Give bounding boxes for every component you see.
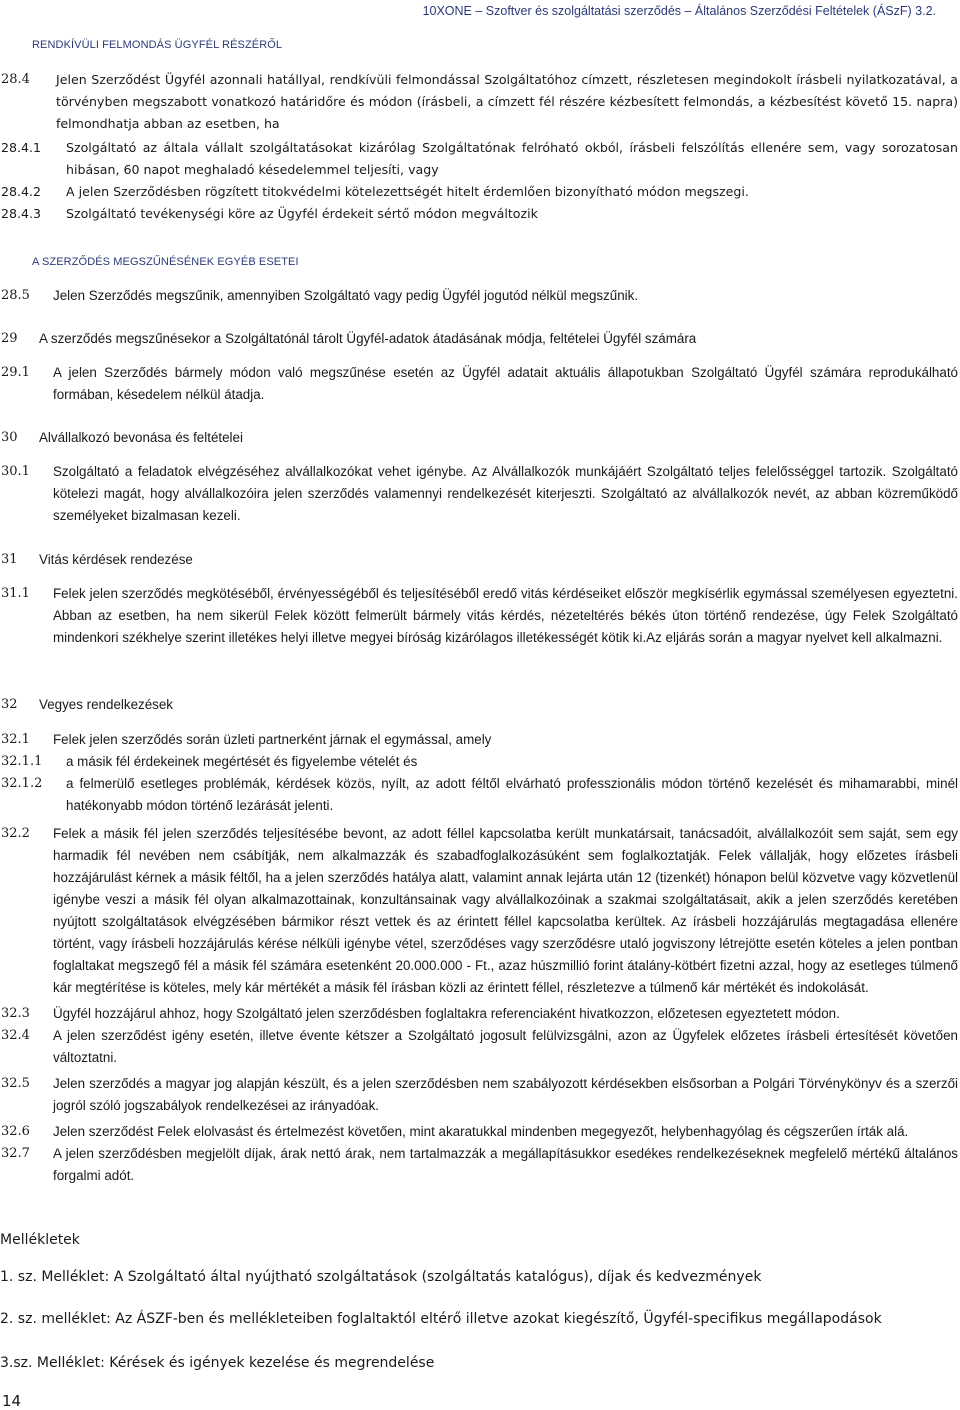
section-rendkivuli-felmondas xyxy=(0,69,958,225)
clause-number: 28.4.3 xyxy=(1,206,42,221)
clause-number: 29 xyxy=(1,331,18,346)
clause-text: Jelen Szerződést Ügyfél azonnali hatállyal, rendkívüli felmondással Szolgáltatóhoz címzett, részletesen megindokolt írásbeli nyilatkozatával, a törvényben megszabott vonatkozó határidőre és módon (írásbeli, a címzett fél részére kézbesített felmondás, a kézbesítést követő 15. napra) felmondhatja abban az esetben, ha xyxy=(56,72,958,131)
clause-32-1-2 xyxy=(0,773,958,817)
clause-text: A jelen szerződést igény esetén, illetve évente kétszer a Szolgáltató jogosult felülvizsgálni, azon az Ügyfelek előzetes írásbeli értesítését követően változtatni. xyxy=(53,1028,958,1065)
clause-32 xyxy=(0,694,958,716)
clause-text: A jelen Szerződés bármely módon való megszűnése esetén az Ügyfél adatait aktuális állapotukban Szolgáltató Ügyfél számára reprodukálható formában, késedelem nélkül átadja. xyxy=(53,365,958,402)
clause-28-4-3 xyxy=(0,203,958,225)
clause-text: Ügyfél hozzájárul ahhoz, hogy Szolgáltató jelen szerződésben foglaltakra referenciaként hivatkozzon, előzetesen egyeztetett módon. xyxy=(53,1006,840,1021)
attachments-heading: Mellékletek xyxy=(0,1232,80,1248)
clause-32-1 xyxy=(0,729,958,751)
clause-28-4-1 xyxy=(0,137,958,181)
clause-number: 30.1 xyxy=(1,464,30,479)
clause-32-block xyxy=(0,694,958,716)
page-number: 14 xyxy=(2,1392,22,1410)
clause-32-4 xyxy=(0,1025,958,1069)
clause-number: 28.5 xyxy=(1,288,30,303)
clause-29-1 xyxy=(0,362,958,406)
clause-text: Vegyes rendelkezések xyxy=(39,697,173,712)
clause-30 xyxy=(0,427,958,449)
clause-32-6 xyxy=(0,1121,958,1143)
clause-32-1-1 xyxy=(0,751,958,773)
clause-text: Szolgáltató a feladatok elvégzéséhez alvállalkozókat vehet igénybe. Az Alvállalkozók munkájáért Szolgáltató teljes felelősséggel tartozik. Szolgáltató kötelezi magát, hogy alvállalkozóira jelen szerződés valamennyi rendelkezését kiterjeszti. Szolgáltató az alvállalkozók nevét, az abban közreműködő személyeket bizalmasan kezeli. xyxy=(53,464,958,523)
clause-number: 32.6 xyxy=(1,1124,30,1139)
clause-number: 32.1 xyxy=(1,732,30,747)
clause-32-2 xyxy=(0,823,958,999)
clause-31-block xyxy=(0,549,958,571)
clause-text: A jelen szerződésben megjelölt díjak, árak nettó árak, nem tartalmazzák a megállapításukkor esedékes rendelkezéseknek megfelelő mértékű általános forgalmi adót. xyxy=(53,1146,958,1183)
clause-31-1 xyxy=(0,583,958,649)
attachment-item-1: 1. sz. Melléklet: A Szolgáltató által nyújtható szolgáltatások (szolgáltatás katalógus), díjak és kedvezmények xyxy=(0,1269,762,1285)
attachment-item-2: 2. sz. melléklet: Az ÁSZF-ben és mellékleteiben foglaltaktól eltérő illetve azokat kiegészítő, Ügyfél-specifikus megállapodások xyxy=(0,1311,882,1327)
clause-number: 32.5 xyxy=(1,1076,30,1091)
clause-text: Szolgáltató az általa vállalt szolgáltatásokat kizárólag Szolgáltatónak felróható okból, írásbeli felszólítás ellenére sem, vagy sorozatosan hibásan, 60 napot meghaladó késedelemmel teljesíti, vagy xyxy=(66,140,958,177)
clause-text: a felmerülő esetleges problémák, kérdések közös, nyílt, az adott féltől elvárható professzionális módon történő kezelését és mihamarabbi, minél hatékonyabb módon történő lezárását jelenti. xyxy=(66,776,958,813)
clause-32-3 xyxy=(0,1003,958,1025)
clause-28-5 xyxy=(0,285,958,307)
clause-30-1-block xyxy=(0,461,958,527)
clause-text: Szolgáltató tevékenységi köre az Ügyfél érdekeit sértő módon megváltozik xyxy=(66,206,538,221)
clause-number: 32.1.1 xyxy=(1,754,43,769)
attachment-item-3: 3.sz. Melléklet: Kérések és igények kezelése és megrendelése xyxy=(0,1355,435,1371)
clause-number: 32 xyxy=(1,697,18,712)
clause-text: Felek a másik fél jelen szerződés teljesítésébe bevont, az adott féllel kapcsolatba került munkatársait, tanácsadóit, alvállalkozóit sem saját, sem egy harmadik fél nevében nem csábítják, nem alkalmazzák és szabadfoglalkozásúként sem foglalkoztatják. Felek vállalják, hogy előzetes írásbeli hozzájárulást kérnek a másik féltől, ha a jelen szerződés hatálya alatt, valamint annak lejárta után 12 (tizenkét) hónapon belül közvetve vagy közvetlenül igénybe veszi a másik fél olyan alkalmazottainak, konzultánsainak vagy alvállalkozóinak a szakmai szolgáltatásait, akik a jelen szerződés keretében nyújtott szolgáltatások elvégzésében bármikor részt vettek és az érintett féllel kapcsolatba kerültek. Az írásbeli hozzájárulás megtagadása ellenére történt, vagy írásbeli hozzájárulás kérése nélküli igénybe vétel, szerződéses vagy szerződésre utaló jogviszony létrejötte esetén köteles a jelen pontban foglaltakat megszegő fél a másik fél számára esetenként 20.000.000 - Ft., azaz húszmillió forint átalány-kötbért fizetni azzal, hogy az esetleges túlmenő kár megtérítése is köteles, mely kár mértékét a másik fél írásban közli az érintett féllel, részletezve a túlmenő kár mértékét és indokolását. xyxy=(53,826,958,995)
clause-30-block xyxy=(0,427,958,449)
clause-number: 29.1 xyxy=(1,365,30,380)
clause-text: Alvállalkozó bevonása és feltételei xyxy=(39,430,243,445)
clause-32-7 xyxy=(0,1143,958,1187)
section-heading-rendkivuli: RENDKÍVÜLI FELMONDÁS ÜGYFÉL RÉSZÉRŐL xyxy=(32,39,283,51)
clause-32-5 xyxy=(0,1073,958,1117)
clause-29-1-block xyxy=(0,362,958,406)
clause-28-5-block xyxy=(0,285,958,307)
clause-number: 30 xyxy=(1,430,18,445)
clause-text: Jelen Szerződés megszűnik, amennyiben Szolgáltató vagy pedig Ügyfél jogutód nélkül megszűnik. xyxy=(53,288,639,303)
clause-number: 28.4 xyxy=(1,72,30,87)
clause-number: 32.2 xyxy=(1,826,30,841)
clause-30-1 xyxy=(0,461,958,527)
clause-text: Felek jelen szerződés megkötéséből, érvényességéből és teljesítéséből eredő vitás kérdéseiket először megkísérlik egymással személyesen egyeztetni. Abban az esetben, ha nem sikerül Felek között felmerült bármely vitás kérdés, nézeteltérés békés úton történő rendezése, úgy Felek Szolgáltató mindenkori székhelye szerint illetékes helyi illetve megyei bíróság kizárólagos illetékességét kötik ki.Az eljárás során a magyar nyelvet kell alkalmazni. xyxy=(53,586,958,645)
clause-text: a másik fél érdekeinek megértését és figyelembe vételét és xyxy=(66,754,418,769)
clause-number: 32.1.2 xyxy=(1,776,43,791)
clause-text: Jelen szerződést Felek elolvasást és értelmezést követően, mint akaratukkal mindenben megegyezőt, helybenhagyólag és cégszerűen írták alá. xyxy=(53,1124,909,1139)
clause-number: 31.1 xyxy=(1,586,30,601)
clause-text: A szerződés megszűnésekor a Szolgáltatónál tárolt Ügyfél-adatok átadásának módja, feltételei Ügyfél számára xyxy=(39,331,697,346)
clause-29 xyxy=(0,328,958,350)
clause-number: 32.4 xyxy=(1,1028,30,1043)
clause-text: A jelen Szerződésben rögzített titokvédelmi kötelezettségét hitelt érdemlően bizonyítható módon megszegi. xyxy=(66,184,749,199)
clause-28-4 xyxy=(0,69,958,135)
section-heading-megszunes: A SZERZŐDÉS MEGSZŰNÉSÉNEK EGYÉB ESETEI xyxy=(32,256,299,268)
clause-29-block xyxy=(0,328,958,350)
clause-number: 28.4.2 xyxy=(1,184,42,199)
clause-number: 32.7 xyxy=(1,1146,30,1161)
clause-number: 32.3 xyxy=(1,1006,30,1021)
clause-31-1-block xyxy=(0,583,958,649)
clause-text: Jelen szerződés a magyar jog alapján készült, és a jelen szerződésben nem szabályozott kérdésekben elsősorban a Polgári Törvénykönyv és a szerzői jogról szóló jogszabályok rendelkezései az irányadóak. xyxy=(53,1076,958,1113)
clause-28-4-2 xyxy=(0,181,958,203)
clause-text: Felek jelen szerződés során üzleti partnerként járnak el egymással, amely xyxy=(53,732,492,747)
clause-text: Vitás kérdések rendezése xyxy=(39,552,193,567)
clause-number: 31 xyxy=(1,552,18,567)
document-header-title: 10XONE – Szoftver és szolgáltatási szerződés – Általános Szerződési Feltételek (ÁSzF) 3.2. xyxy=(422,4,936,18)
clause-31 xyxy=(0,549,958,571)
clause-number: 28.4.1 xyxy=(1,140,42,155)
clause-32-sub-block xyxy=(0,729,958,1187)
